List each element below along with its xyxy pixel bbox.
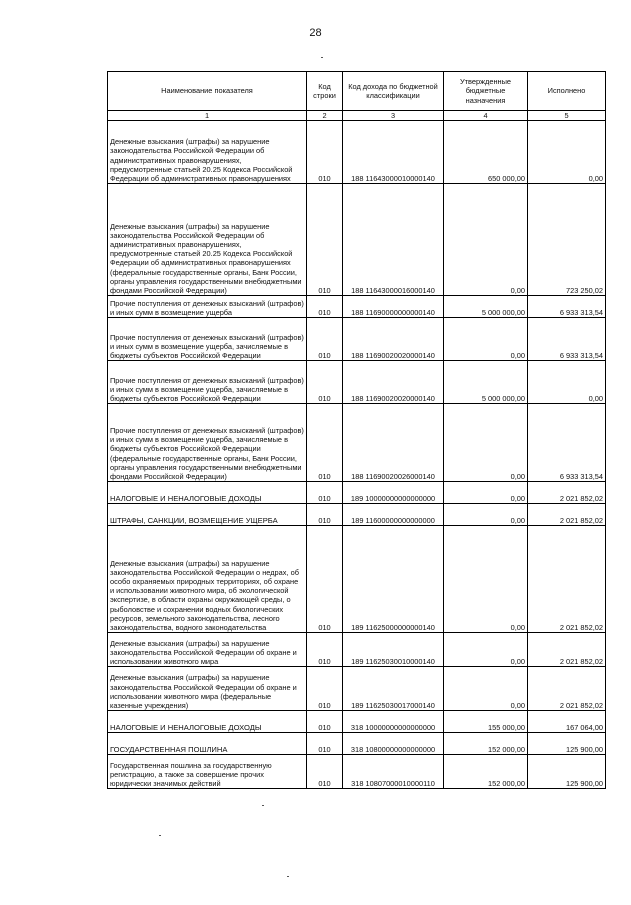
row-budget-code: 188 11643000016000140 (343, 184, 444, 296)
row-executed: 0,00 (528, 121, 606, 184)
page-number: 28 (309, 27, 322, 39)
row-executed: 6 933 313,54 (528, 404, 606, 482)
scan-speck (321, 57, 323, 58)
row-line-code: 010 (307, 361, 343, 404)
row-budget-code: 188 11690020020000140 (343, 318, 444, 361)
row-approved: 0,00 (444, 404, 528, 482)
table-row (108, 121, 606, 184)
row-executed: 2 021 852,02 (528, 482, 606, 504)
row-name: НАЛОГОВЫЕ И НЕНАЛОГОВЫЕ ДОХОДЫ (108, 711, 307, 733)
row-approved: 0,00 (444, 184, 528, 296)
row-approved: 155 000,00 (444, 711, 528, 733)
table-row (108, 633, 606, 667)
row-budget-code: 189 11625030017000140 (343, 667, 444, 711)
table-row (108, 504, 606, 526)
header-executed: Исполнено (528, 72, 606, 111)
row-approved: 5 000 000,00 (444, 296, 528, 318)
row-budget-code: 189 11625030010000140 (343, 633, 444, 667)
row-budget-code: 318 10807000010000110 (343, 755, 444, 789)
row-budget-code: 188 11690020020000140 (343, 361, 444, 404)
table-row (108, 711, 606, 733)
row-executed: 2 021 852,02 (528, 667, 606, 711)
row-name: Государственная пошлина за государственную регистрацию, а также за совершение прочих юридически значимых действий (108, 755, 307, 789)
row-approved: 0,00 (444, 633, 528, 667)
row-approved: 0,00 (444, 482, 528, 504)
row-budget-code: 189 10000000000000000 (343, 482, 444, 504)
row-line-code: 010 (307, 711, 343, 733)
column-number-row (108, 111, 606, 121)
column-number: 5 (528, 111, 606, 121)
row-name: НАЛОГОВЫЕ И НЕНАЛОГОВЫЕ ДОХОДЫ (108, 482, 307, 504)
row-line-code: 010 (307, 318, 343, 361)
row-approved: 650 000,00 (444, 121, 528, 184)
table-row (108, 482, 606, 504)
header-approved: Утвержденные бюджетные назначения (444, 72, 528, 111)
row-line-code: 010 (307, 755, 343, 789)
row-budget-code: 318 10800000000000000 (343, 733, 444, 755)
row-executed: 125 900,00 (528, 755, 606, 789)
table-row (108, 404, 606, 482)
row-approved: 0,00 (444, 526, 528, 633)
table-row (108, 755, 606, 789)
row-budget-code: 188 11690000000000140 (343, 296, 444, 318)
row-line-code: 010 (307, 504, 343, 526)
row-budget-code: 189 11625000000000140 (343, 526, 444, 633)
scan-speck (159, 835, 161, 836)
row-line-code: 010 (307, 184, 343, 296)
row-name: ГОСУДАРСТВЕННАЯ ПОШЛИНА (108, 733, 307, 755)
row-budget-code: 188 11643000010000140 (343, 121, 444, 184)
table-row (108, 733, 606, 755)
row-name: Прочие поступления от денежных взысканий (штрафов) и иных сумм в возмещение ущерба, зачисляемые в бюджеты субъектов Российской Федерации (108, 361, 307, 404)
row-executed: 2 021 852,02 (528, 504, 606, 526)
row-name: ШТРАФЫ, САНКЦИИ, ВОЗМЕЩЕНИЕ УЩЕРБА (108, 504, 307, 526)
row-executed: 6 933 313,54 (528, 318, 606, 361)
row-approved: 0,00 (444, 504, 528, 526)
header-name: Наименование показателя (108, 72, 307, 111)
table-row (108, 667, 606, 711)
row-line-code: 010 (307, 482, 343, 504)
table-row (108, 361, 606, 404)
header-line-code: Код строки (307, 72, 343, 111)
column-number: 4 (444, 111, 528, 121)
row-name: Прочие поступления от денежных взысканий (штрафов) и иных сумм в возмещение ущерба (108, 296, 307, 318)
row-name: Денежные взыскания (штрафы) за нарушение законодательства Российской Федерации о недрах, об особо охраняемых природных территориях, об охране и использовании животного мира, об экологической экспертизе, в области охраны окружающей среды, о рыболовстве и сохранении водных биологических ресурсов, земельного законодательства, лесного законодательства, водного законодательства (108, 526, 307, 633)
row-line-code: 010 (307, 121, 343, 184)
row-name: Прочие поступления от денежных взысканий (штрафов) и иных сумм в возмещение ущерба, зачисляемые в бюджеты субъектов Российской Федерации (федеральные государственные органы, Банк России, органы управления государственными внебюджетными фондами Российской Федерации) (108, 404, 307, 482)
row-name: Денежные взыскания (штрафы) за нарушение законодательства Российской Федерации об охране и использовании животного мира (федеральные казенные учреждения) (108, 667, 307, 711)
row-approved: 152 000,00 (444, 733, 528, 755)
row-line-code: 010 (307, 667, 343, 711)
table-row (108, 184, 606, 296)
row-budget-code: 188 11690020026000140 (343, 404, 444, 482)
row-name: Денежные взыскания (штрафы) за нарушение законодательства Российской Федерации об административных правонарушениях, предусмотренные статьей 20.25 Кодекса Российской Федерации об административных правонарушениях (федеральные государственные органы, Банк России, органы управления государственными внебюджетными фондами Российской Федерации) (108, 184, 307, 296)
revenue-table (107, 71, 606, 789)
scan-speck (287, 876, 289, 877)
row-executed: 167 064,00 (528, 711, 606, 733)
row-executed: 0,00 (528, 361, 606, 404)
row-line-code: 010 (307, 733, 343, 755)
scan-speck (262, 805, 264, 806)
row-approved: 152 000,00 (444, 755, 528, 789)
table-row (108, 526, 606, 633)
table-row (108, 296, 606, 318)
row-budget-code: 318 10000000000000000 (343, 711, 444, 733)
column-number: 2 (307, 111, 343, 121)
row-name: Денежные взыскания (штрафы) за нарушение законодательства Российской Федерации об административных правонарушениях, предусмотренные статьей 20.25 Кодекса Российской Федерации об административных правонарушениях (108, 121, 307, 184)
row-budget-code: 189 11600000000000000 (343, 504, 444, 526)
row-executed: 723 250,02 (528, 184, 606, 296)
column-number: 1 (108, 111, 307, 121)
row-line-code: 010 (307, 296, 343, 318)
header-budget-code: Код дохода по бюджетной классификации (343, 72, 444, 111)
row-approved: 5 000 000,00 (444, 361, 528, 404)
row-executed: 2 021 852,02 (528, 526, 606, 633)
row-name: Денежные взыскания (штрафы) за нарушение законодательства Российской Федерации об охране и использовании животного мира (108, 633, 307, 667)
table-row (108, 318, 606, 361)
row-approved: 0,00 (444, 667, 528, 711)
row-line-code: 010 (307, 526, 343, 633)
row-approved: 0,00 (444, 318, 528, 361)
header-row (108, 72, 606, 111)
row-executed: 6 933 313,54 (528, 296, 606, 318)
row-line-code: 010 (307, 633, 343, 667)
column-number: 3 (343, 111, 444, 121)
row-executed: 125 900,00 (528, 733, 606, 755)
row-name: Прочие поступления от денежных взысканий (штрафов) и иных сумм в возмещение ущерба, зачисляемые в бюджеты субъектов Российской Федерации (108, 318, 307, 361)
row-line-code: 010 (307, 404, 343, 482)
row-executed: 2 021 852,02 (528, 633, 606, 667)
